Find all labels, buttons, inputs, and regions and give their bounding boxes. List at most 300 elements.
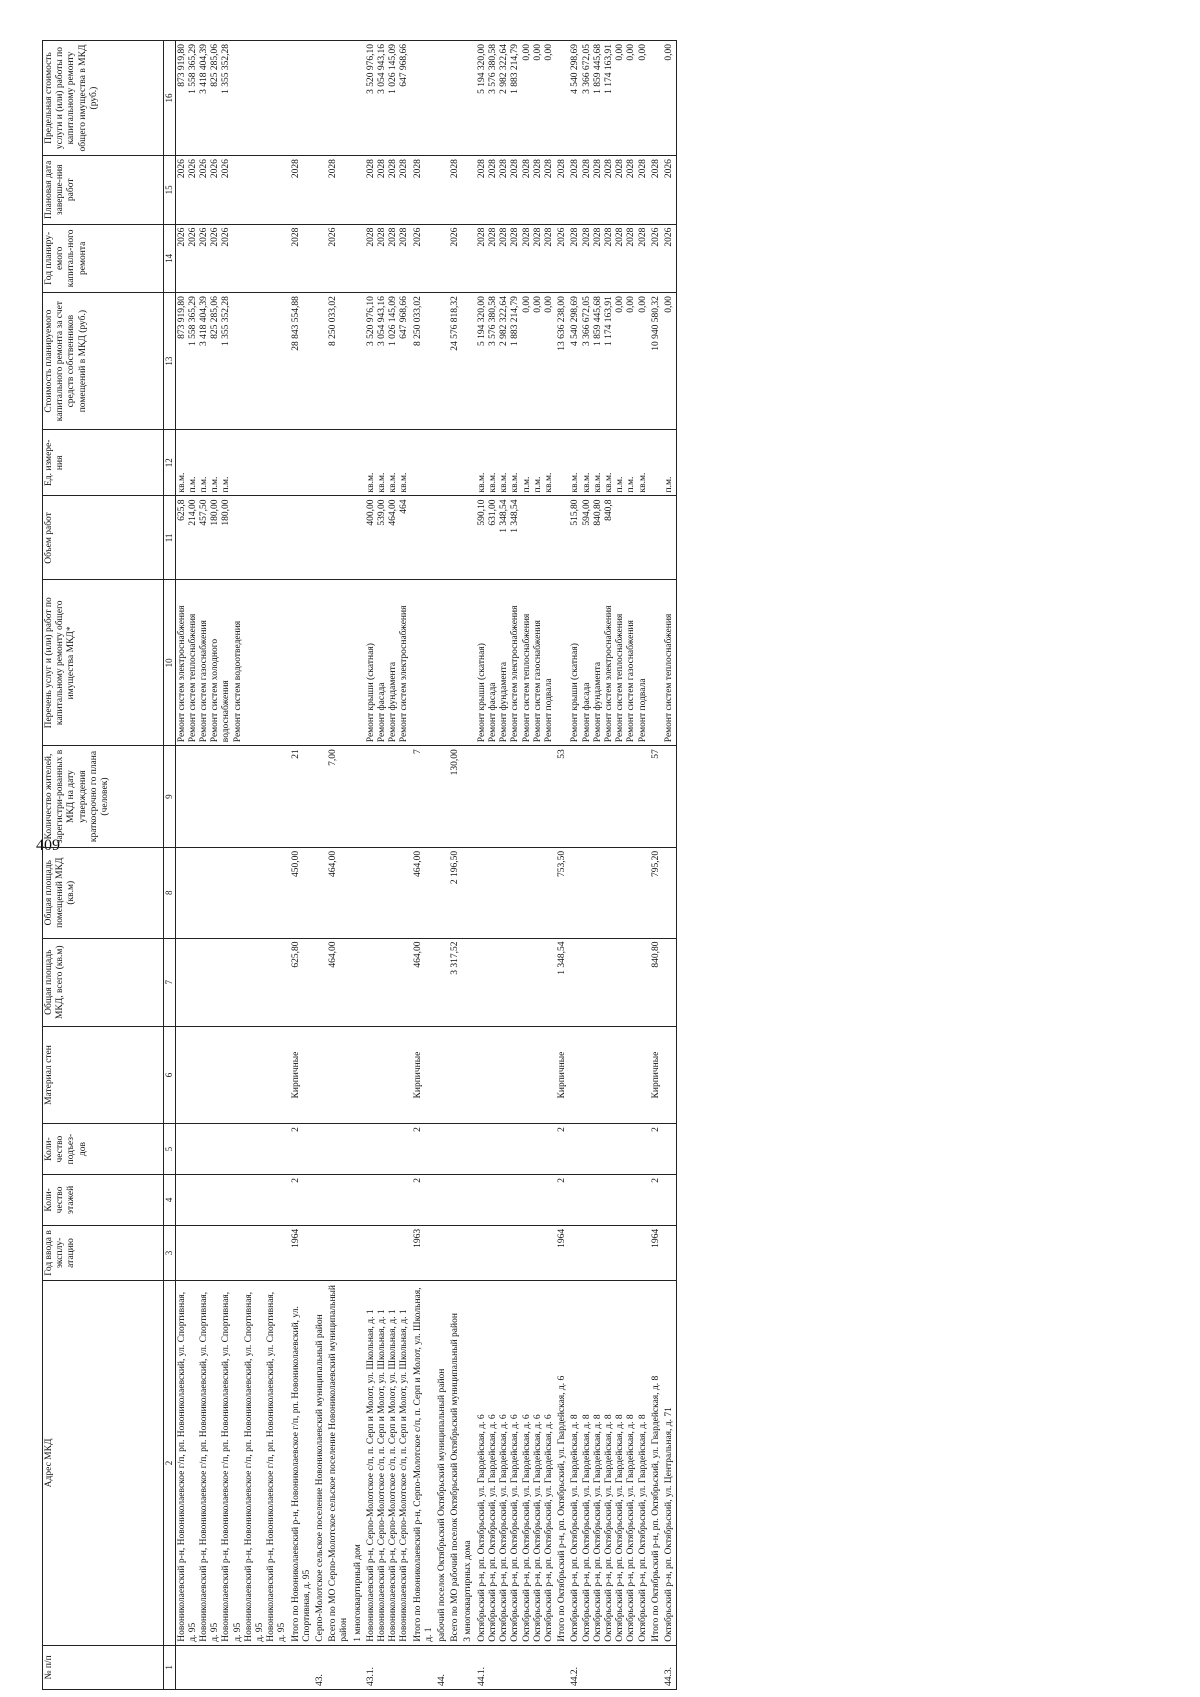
- unit-cell: [650, 430, 663, 496]
- repair-cost-line: 28 843 554,88: [290, 296, 301, 351]
- unit-line: кв.м.: [637, 472, 648, 493]
- max-cost-cell: [556, 41, 569, 156]
- max-cost-line: 4 540 298,69: [570, 44, 581, 94]
- unit-cell: [436, 430, 449, 496]
- column-number: 8: [164, 847, 176, 938]
- max-cost-line: 3 520 976,10: [365, 44, 376, 94]
- address-line: Серпо-Молотское сельское поселение Новониколаевский муниципальный район: [315, 1314, 326, 1642]
- entrances-cell: [436, 1124, 449, 1175]
- repair-cost-cell: [352, 293, 365, 430]
- year-built-cell: [314, 1225, 327, 1280]
- floors-cell: [327, 1175, 351, 1226]
- table-row: [663, 41, 677, 1690]
- repair-cost-line: 825 285,06: [210, 296, 221, 339]
- premises-area-cell: [476, 847, 556, 938]
- unit-line: [557, 433, 568, 492]
- max-cost-cell: [663, 41, 677, 156]
- unit-line: п.м.: [187, 476, 198, 493]
- work-type-line: Ремонт систем теплоснабжения: [521, 613, 532, 743]
- unit-cell: [327, 430, 351, 496]
- residents-cell: [569, 746, 649, 848]
- max-cost-line: 825 285,06: [210, 44, 221, 87]
- address-cell: [449, 1281, 462, 1646]
- entrances-cell: [449, 1124, 462, 1175]
- header-cell: Количество жителей, зарегистри-рованных в МКД на дату утверждения краткосрочно го плана (человек): [43, 746, 164, 848]
- header-cell: № п/п: [43, 1645, 164, 1689]
- address-line: Всего по МО рабочий поселок Октябрьский Октябрьский муниципальный район: [450, 1313, 461, 1642]
- repair-year-cell: [436, 224, 449, 293]
- total-area-cell: [175, 938, 290, 1026]
- repair-year-line: 2028: [581, 227, 592, 247]
- work-volume-line: 625,8: [176, 499, 187, 521]
- repair-year-line: 2028: [476, 227, 487, 247]
- repair-year-line: 2028: [626, 227, 637, 247]
- column-number: 14: [164, 224, 176, 293]
- work-type-line: Ремонт подвала: [637, 678, 648, 743]
- repair-year-line: [353, 228, 364, 290]
- wall-material-cell: [663, 1026, 677, 1123]
- completion-date-cell: [290, 156, 314, 225]
- work-type-cell: [462, 580, 475, 746]
- repair-year-cell: [365, 224, 412, 293]
- address-line: Октябрьский р-н, рп. Октябрьский, ул. Гвардейская, д. 8: [615, 1414, 626, 1642]
- year-built-cell: [462, 1225, 475, 1280]
- premises-area-cell: [175, 847, 290, 938]
- table-row: [175, 41, 290, 1690]
- repair-cost-line: 24 576 818,32: [450, 296, 461, 351]
- wall-material-cell: [352, 1026, 365, 1123]
- completion-date-line: 2028: [521, 159, 532, 179]
- total-area-cell: 464,00: [327, 938, 351, 1026]
- header-cell: Год планиру-емого капиталь-ного ремонта: [43, 224, 164, 293]
- repair-cost-cell: [476, 293, 556, 430]
- floors-cell: 2: [650, 1175, 663, 1226]
- completion-date-line: 2028: [532, 159, 543, 179]
- repair-year-cell: [412, 224, 436, 293]
- residents-cell: 21: [290, 746, 314, 848]
- residents-cell: 57: [650, 746, 663, 848]
- max-cost-line: 1 355 352,28: [221, 44, 232, 94]
- premises-area-cell: 795,20: [650, 847, 663, 938]
- address-line: Октябрьский р-н, рп. Октябрьский, ул. Гвардейская, д. 8: [592, 1414, 603, 1642]
- unit-cell: [314, 430, 327, 496]
- repair-cost-line: 4 540 298,69: [570, 296, 581, 346]
- page-number: 409: [36, 837, 60, 854]
- completion-date-line: 2026: [199, 159, 210, 179]
- repair-cost-line: 1 883 214,79: [510, 296, 521, 346]
- residents-cell: [476, 746, 556, 848]
- year-built-cell: 1964: [290, 1225, 314, 1280]
- unit-line: п.м.: [199, 476, 210, 493]
- max-cost-line: 0,00: [532, 44, 543, 61]
- completion-date-line: 2028: [615, 159, 626, 179]
- year-built-cell: 1963: [412, 1225, 436, 1280]
- work-volume-line: 400,00: [365, 499, 376, 526]
- address-cell: [556, 1281, 569, 1646]
- unit-line: кв.м.: [176, 472, 187, 493]
- repair-cost-line: 873 919,80: [176, 296, 187, 339]
- column-number: 11: [164, 496, 176, 580]
- floors-cell: 2: [556, 1175, 569, 1226]
- residents-cell: 7,00: [327, 746, 351, 848]
- address-cell: [314, 1281, 327, 1646]
- address-line: Октябрьский р-н, рп. Октябрьский, ул. Гвардейская, д. 8: [570, 1414, 581, 1642]
- completion-date-cell: [556, 156, 569, 225]
- unit-cell: [663, 430, 677, 496]
- table-body: [175, 41, 677, 1690]
- floors-cell: [365, 1175, 412, 1226]
- floors-cell: [314, 1175, 327, 1226]
- wall-material-cell: [314, 1026, 327, 1123]
- work-type-cell: [352, 580, 365, 746]
- work-type-line: Ремонт фундамента: [388, 661, 399, 743]
- wall-material-cell: [327, 1026, 351, 1123]
- completion-date-cell: [663, 156, 677, 225]
- max-cost-line: 1 558 365,29: [187, 44, 198, 94]
- table-row: [650, 41, 663, 1690]
- address-cell: [663, 1281, 677, 1646]
- repair-cost-line: 8 250 033,02: [412, 296, 423, 346]
- work-volume-cell: [290, 496, 314, 580]
- total-area-cell: 840,80: [650, 938, 663, 1026]
- repair-cost-cell: [449, 293, 462, 430]
- repair-cost-line: 1 355 352,28: [221, 296, 232, 346]
- unit-line: п.м.: [221, 476, 232, 493]
- completion-date-line: 2028: [557, 159, 568, 179]
- repair-cost-cell: [650, 293, 663, 430]
- max-cost-line: 0,00: [663, 44, 674, 61]
- repair-cost-cell: [569, 293, 649, 430]
- unit-line: кв.м.: [388, 472, 399, 493]
- total-area-cell: [663, 938, 677, 1026]
- year-built-cell: [436, 1225, 449, 1280]
- max-cost-line: [413, 44, 424, 152]
- unit-cell: [352, 430, 365, 496]
- unit-line: кв.м.: [487, 472, 498, 493]
- row-number-cell: [175, 1645, 290, 1689]
- completion-date-line: 2026: [663, 159, 674, 179]
- completion-date-line: 2028: [570, 159, 581, 179]
- header-cell: Объем работ: [43, 496, 164, 580]
- completion-date-cell: [175, 156, 290, 225]
- completion-date-line: 2028: [637, 159, 648, 179]
- repair-cost-cell: [462, 293, 475, 430]
- max-cost-line: 1 174 163,91: [603, 44, 614, 94]
- repair-year-cell: [175, 224, 290, 293]
- work-type-line: [651, 583, 662, 742]
- max-cost-cell: [290, 41, 314, 156]
- wall-material-cell: Кирпичные: [556, 1026, 569, 1123]
- total-area-cell: 1 348,54: [556, 938, 569, 1026]
- completion-date-line: 2028: [399, 159, 410, 179]
- header-cell: Плановая дата заверше-ния работ: [43, 156, 164, 225]
- work-type-line: Ремонт систем газоснабжения: [199, 620, 210, 743]
- unit-line: кв.м.: [543, 472, 554, 493]
- unit-cell: [175, 430, 290, 496]
- address-line: Октябрьский р-н, рп. Октябрьский, ул. Гвардейская, д. 6: [532, 1414, 543, 1642]
- row-number-cell: [412, 1645, 436, 1689]
- max-cost-line: 0,00: [543, 44, 554, 61]
- unit-line: кв.м.: [570, 472, 581, 493]
- year-built-cell: [569, 1225, 649, 1280]
- floors-cell: [462, 1175, 475, 1226]
- column-number: 9: [164, 746, 176, 848]
- header-cell: Перечень услуг и (или) работ по капитальному ремонту общего имущества МКД*: [43, 580, 164, 746]
- max-cost-cell: [650, 41, 663, 156]
- entrances-cell: [476, 1124, 556, 1175]
- total-area-cell: [314, 938, 327, 1026]
- repair-cost-line: 8 250 033,02: [328, 296, 339, 346]
- unit-line: [437, 433, 448, 492]
- rotated-table-container: [42, 40, 1200, 1690]
- row-number-cell: [449, 1645, 462, 1689]
- repair-year-cell: [449, 224, 462, 293]
- premises-area-cell: [462, 847, 475, 938]
- repair-cost-cell: [175, 293, 290, 430]
- entrances-cell: 2: [412, 1124, 436, 1175]
- unit-cell: [412, 430, 436, 496]
- repair-cost-line: 647 968,66: [399, 296, 410, 339]
- work-volume-line: [291, 499, 302, 576]
- completion-date-line: 2028: [290, 159, 301, 179]
- work-volume-line: 1 348,54: [499, 499, 510, 533]
- entrances-cell: [462, 1124, 475, 1175]
- wall-material-cell: Кирпичные: [290, 1026, 314, 1123]
- work-type-cell: [556, 580, 569, 746]
- repair-cost-line: 0,00: [663, 296, 674, 313]
- repair-cost-line: 1 026 145,09: [388, 296, 399, 346]
- address-cell: [462, 1281, 475, 1646]
- year-built-cell: 1964: [650, 1225, 663, 1280]
- completion-date-cell: [352, 156, 365, 225]
- unit-cell: [476, 430, 556, 496]
- entrances-cell: [314, 1124, 327, 1175]
- repair-cost-cell: [556, 293, 569, 430]
- work-volume-line: 464: [399, 499, 410, 514]
- wall-material-cell: [569, 1026, 649, 1123]
- year-built-cell: 1964: [556, 1225, 569, 1280]
- total-area-cell: 3 317,52: [449, 938, 462, 1026]
- column-number: 4: [164, 1175, 176, 1226]
- work-type-line: Ремонт фасада: [487, 682, 498, 743]
- residents-cell: 130,00: [449, 746, 462, 848]
- entrances-cell: 2: [290, 1124, 314, 1175]
- total-area-cell: [476, 938, 556, 1026]
- row-number-cell: [290, 1645, 314, 1689]
- capital-repair-table: [42, 40, 677, 1690]
- residents-cell: [175, 746, 290, 848]
- completion-date-line: 2028: [365, 159, 376, 179]
- residents-cell: [352, 746, 365, 848]
- address-line: Новониколаевский р-н, Серпо-Молотское с/п, п. Серп и Молот, ул. Школьная, д. 1: [399, 1309, 410, 1642]
- work-type-line: [315, 583, 326, 742]
- max-cost-cell: [476, 41, 556, 156]
- completion-date-cell: [650, 156, 663, 225]
- work-type-line: Ремонт систем теплоснабжения: [663, 613, 674, 743]
- work-type-line: Ремонт систем холодного водоснабжения: [210, 638, 232, 743]
- max-cost-line: 1 883 214,79: [510, 44, 521, 94]
- address-line: Октябрьский р-н, рп. Октябрьский, ул. Гвардейская, д. 6: [543, 1414, 554, 1642]
- address-cell: [175, 1281, 290, 1646]
- floors-cell: [175, 1175, 290, 1226]
- address-line: Новониколаевский р-н, Новониколаевское г/п, рп. Новониколаевский, ул. Спортивная, д. 95: [221, 1291, 243, 1642]
- work-volume-line: [328, 499, 339, 576]
- repair-year-line: 2028: [499, 227, 510, 247]
- work-type-line: Ремонт фасада: [581, 682, 592, 743]
- work-volume-line: [626, 499, 637, 576]
- column-number: 3: [164, 1225, 176, 1280]
- premises-area-cell: [352, 847, 365, 938]
- wall-material-cell: [175, 1026, 290, 1123]
- entrances-cell: 2: [556, 1124, 569, 1175]
- repair-year-line: 2026: [450, 227, 461, 247]
- work-volume-line: [544, 499, 555, 576]
- work-volume-line: [437, 499, 448, 576]
- repair-cost-cell: [663, 293, 677, 430]
- repair-cost-line: 0,00: [637, 296, 648, 313]
- work-type-line: Ремонт фундамента: [499, 661, 510, 743]
- unit-line: кв.м.: [510, 472, 521, 493]
- work-volume-line: [651, 499, 662, 576]
- row-number-cell: 44.3.: [663, 1645, 677, 1689]
- table-row: [476, 41, 556, 1690]
- completion-date-line: 2028: [499, 159, 510, 179]
- work-volume-cell: [436, 496, 449, 580]
- year-built-cell: [663, 1225, 677, 1280]
- work-volume-line: [615, 499, 626, 576]
- table-row: [365, 41, 412, 1690]
- repair-cost-cell: [314, 293, 327, 430]
- column-number-row: [164, 41, 176, 1690]
- max-cost-line: 3 366 672,05: [581, 44, 592, 94]
- repair-cost-line: [315, 296, 326, 426]
- repair-cost-line: 0,00: [521, 296, 532, 313]
- work-volume-line: 180,00: [221, 499, 232, 526]
- floors-cell: [449, 1175, 462, 1226]
- completion-date-cell: [462, 156, 475, 225]
- address-cell: [352, 1281, 365, 1646]
- completion-date-line: 2028: [450, 159, 461, 179]
- work-volume-line: [533, 499, 544, 576]
- header-row: [43, 41, 164, 1690]
- premises-area-cell: [663, 847, 677, 938]
- work-type-line: Ремонт систем теплоснабжения: [187, 613, 198, 743]
- address-line: Итого по Октябрьский р-н, рп. Октябрьский, ул. Гвардейская, д. 8: [650, 1375, 661, 1642]
- work-type-line: Ремонт систем водоотведения: [232, 620, 243, 743]
- header-cell: Общая площадь МКД, всего (кв.м): [43, 938, 164, 1026]
- residents-cell: [365, 746, 412, 848]
- work-type-cell: [663, 580, 677, 746]
- work-type-line: [463, 583, 474, 742]
- unit-line: п.м.: [626, 476, 637, 493]
- work-volume-line: 631,00: [487, 499, 498, 526]
- column-number: 1: [164, 1645, 176, 1689]
- max-cost-cell: [175, 41, 290, 156]
- total-area-cell: 625,80: [290, 938, 314, 1026]
- unit-line: [291, 433, 302, 492]
- work-type-cell: [412, 580, 436, 746]
- header-cell: Адрес МКД: [43, 1281, 164, 1646]
- work-type-line: [557, 583, 568, 742]
- floors-cell: 2: [290, 1175, 314, 1226]
- completion-date-line: 2028: [476, 159, 487, 179]
- work-type-line: [450, 583, 461, 742]
- work-volume-line: 464,00: [388, 499, 399, 526]
- work-volume-cell: [663, 496, 677, 580]
- work-type-cell: [449, 580, 462, 746]
- address-line: Итого по Новониколаевский р-н, Новониколаевское г/п, рп. Новониколаевский, ул. Спортивная, д. 95: [290, 1306, 312, 1642]
- repair-cost-line: 3 576 380,58: [487, 296, 498, 346]
- work-volume-line: [413, 499, 424, 576]
- max-cost-line: 873 919,80: [176, 44, 187, 87]
- wall-material-cell: Кирпичные: [412, 1026, 436, 1123]
- address-line: Итого по Октябрьский р-н, рп. Октябрьский, ул. Гвардейская, д. 6: [557, 1375, 568, 1642]
- work-type-cell: [365, 580, 412, 746]
- work-type-line: [413, 583, 424, 742]
- address-line: Октябрьский р-н, рп. Октябрьский, ул. Гвардейская, д. 6: [476, 1414, 487, 1642]
- row-number-cell: [327, 1645, 351, 1689]
- repair-year-line: 2028: [510, 227, 521, 247]
- address-line: Октябрьский р-н, рп. Октябрьский, ул. Гвардейская, д. 8: [637, 1414, 648, 1642]
- repair-year-line: 2028: [521, 227, 532, 247]
- unit-line: [353, 433, 364, 492]
- premises-area-cell: 464,00: [412, 847, 436, 938]
- table-row: [290, 41, 314, 1690]
- work-volume-line: [315, 499, 326, 576]
- address-line: Октябрьский р-н, рп. Октябрьский, ул. Гвардейская, д. 8: [626, 1414, 637, 1642]
- work-volume-cell: [476, 496, 556, 580]
- work-type-cell: [436, 580, 449, 746]
- unit-line: кв.м.: [399, 472, 410, 493]
- unit-line: [315, 433, 326, 492]
- total-area-cell: [365, 938, 412, 1026]
- floors-cell: [436, 1175, 449, 1226]
- max-cost-line: 1 026 145,09: [388, 44, 399, 94]
- repair-year-line: 2028: [532, 227, 543, 247]
- completion-date-line: 2026: [176, 159, 187, 179]
- repair-year-cell: [327, 224, 351, 293]
- work-volume-line: 539,00: [377, 499, 388, 526]
- repair-year-line: 2028: [487, 227, 498, 247]
- work-volume-cell: [175, 496, 290, 580]
- table-row: [569, 41, 649, 1690]
- work-type-cell: [290, 580, 314, 746]
- completion-date-cell: [365, 156, 412, 225]
- completion-date-line: 2028: [626, 159, 637, 179]
- completion-date-cell: [327, 156, 351, 225]
- repair-year-line: 2026: [663, 227, 674, 247]
- work-volume-cell: [650, 496, 663, 580]
- repair-cost-line: 1 174 163,91: [603, 296, 614, 346]
- completion-date-cell: [449, 156, 462, 225]
- repair-year-cell: [663, 224, 677, 293]
- max-cost-line: [291, 44, 302, 152]
- unit-line: кв.м.: [592, 472, 603, 493]
- floors-cell: [476, 1175, 556, 1226]
- max-cost-line: 647 968,66: [399, 44, 410, 87]
- max-cost-cell: [462, 41, 475, 156]
- header-cell: Коли-чество подъез-дов: [43, 1124, 164, 1175]
- max-cost-line: [315, 44, 326, 152]
- address-line: Новониколаевский р-н, Новониколаевское г/п, рп. Новониколаевский, ул. Спортивная, д. 95: [176, 1291, 198, 1642]
- premises-area-cell: 464,00: [327, 847, 351, 938]
- address-cell: [476, 1281, 556, 1646]
- work-type-cell: [327, 580, 351, 746]
- completion-date-line: 2026: [221, 159, 232, 179]
- unit-line: [463, 433, 474, 492]
- premises-area-cell: 450,00: [290, 847, 314, 938]
- repair-year-cell: [314, 224, 327, 293]
